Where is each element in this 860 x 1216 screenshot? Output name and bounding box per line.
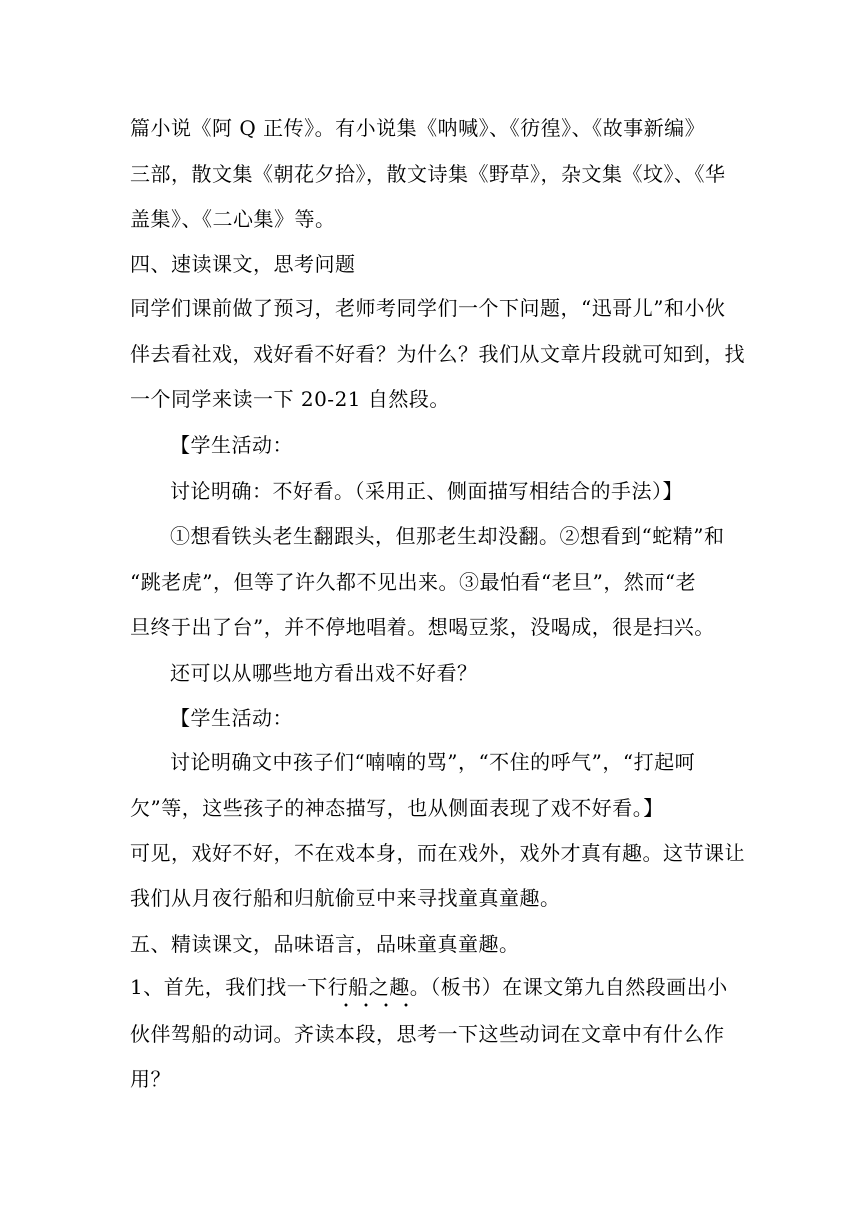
paragraph-line: “跳老虎”，但等了许久都不见出来。③最怕看“老旦”，然而“老 <box>130 570 697 594</box>
paragraph-line: 伙伴驾船的动词。齐读本段，思考一下这些动词在文章中有什么作 <box>130 1022 725 1046</box>
paragraph-line: 欠”等，这些孩子的神态描写，也从侧面表现了戏不好看。】 <box>130 796 664 820</box>
paragraph-line: 篇小说《阿 Q 正传》。有小说集《呐喊》、《彷徨》、《故事新编》 <box>130 116 706 140</box>
activity-label: 【学生活动： <box>170 433 293 457</box>
paragraph-line: 三部，散文集《朝花夕拾》，散文诗集《野草》，杂文集《坟》、《华 <box>130 162 726 186</box>
paragraph-line: 讨论明确：不好看。（采用正、侧面描写相结合的手法）】 <box>170 479 683 503</box>
paragraph-line: 用？ <box>130 1067 171 1091</box>
paragraph-line: 同学们课前做了预习，老师考同学们一个下问题，“迅哥儿”和小伙 <box>130 296 726 320</box>
line-text-before: 1、首先，我们找一下 <box>130 975 328 999</box>
emphasized-text: 行船之趣 <box>327 975 410 999</box>
activity-label: 【学生活动： <box>170 706 293 730</box>
paragraph-line <box>130 973 728 1001</box>
paragraph-line: 可见，戏好不好，不在戏本身，而在戏外，戏外才真有趣。这节课让 <box>130 841 745 865</box>
section-heading: 五、精读课文，品味语言，品味童真童趣。 <box>130 932 520 956</box>
line-text-after: 。（板书）在课文第九自然段画出小 <box>409 975 728 999</box>
paragraph-line: 讨论明确文中孩子们“喃喃的骂”，“不住的呼气”，“打起呵 <box>170 750 696 774</box>
paragraph-line: 旦终于出了台”，并不停地唱着。想喝豆浆，没喝成，很是扫兴。 <box>130 615 715 639</box>
paragraph-line: 盖集》、《二心集》等。 <box>130 207 336 231</box>
paragraph-line: 一个同学来读一下 20-21 自然段。 <box>130 387 450 411</box>
paragraph-line: 我们从月夜行船和归航偷豆中来寻找童真童趣。 <box>130 886 561 910</box>
paragraph-line: ①想看铁头老生翻跟头，但那老生却没翻。②想看到“蛇精”和 <box>170 524 725 548</box>
question-line: 还可以从哪些地方看出戏不好看？ <box>170 661 478 685</box>
paragraph-line: 伴去看社戏，戏好看不好看？为什么？我们从文章片段就可知到，找 <box>130 342 745 366</box>
section-heading: 四、速读课文，思考问题 <box>130 252 356 276</box>
